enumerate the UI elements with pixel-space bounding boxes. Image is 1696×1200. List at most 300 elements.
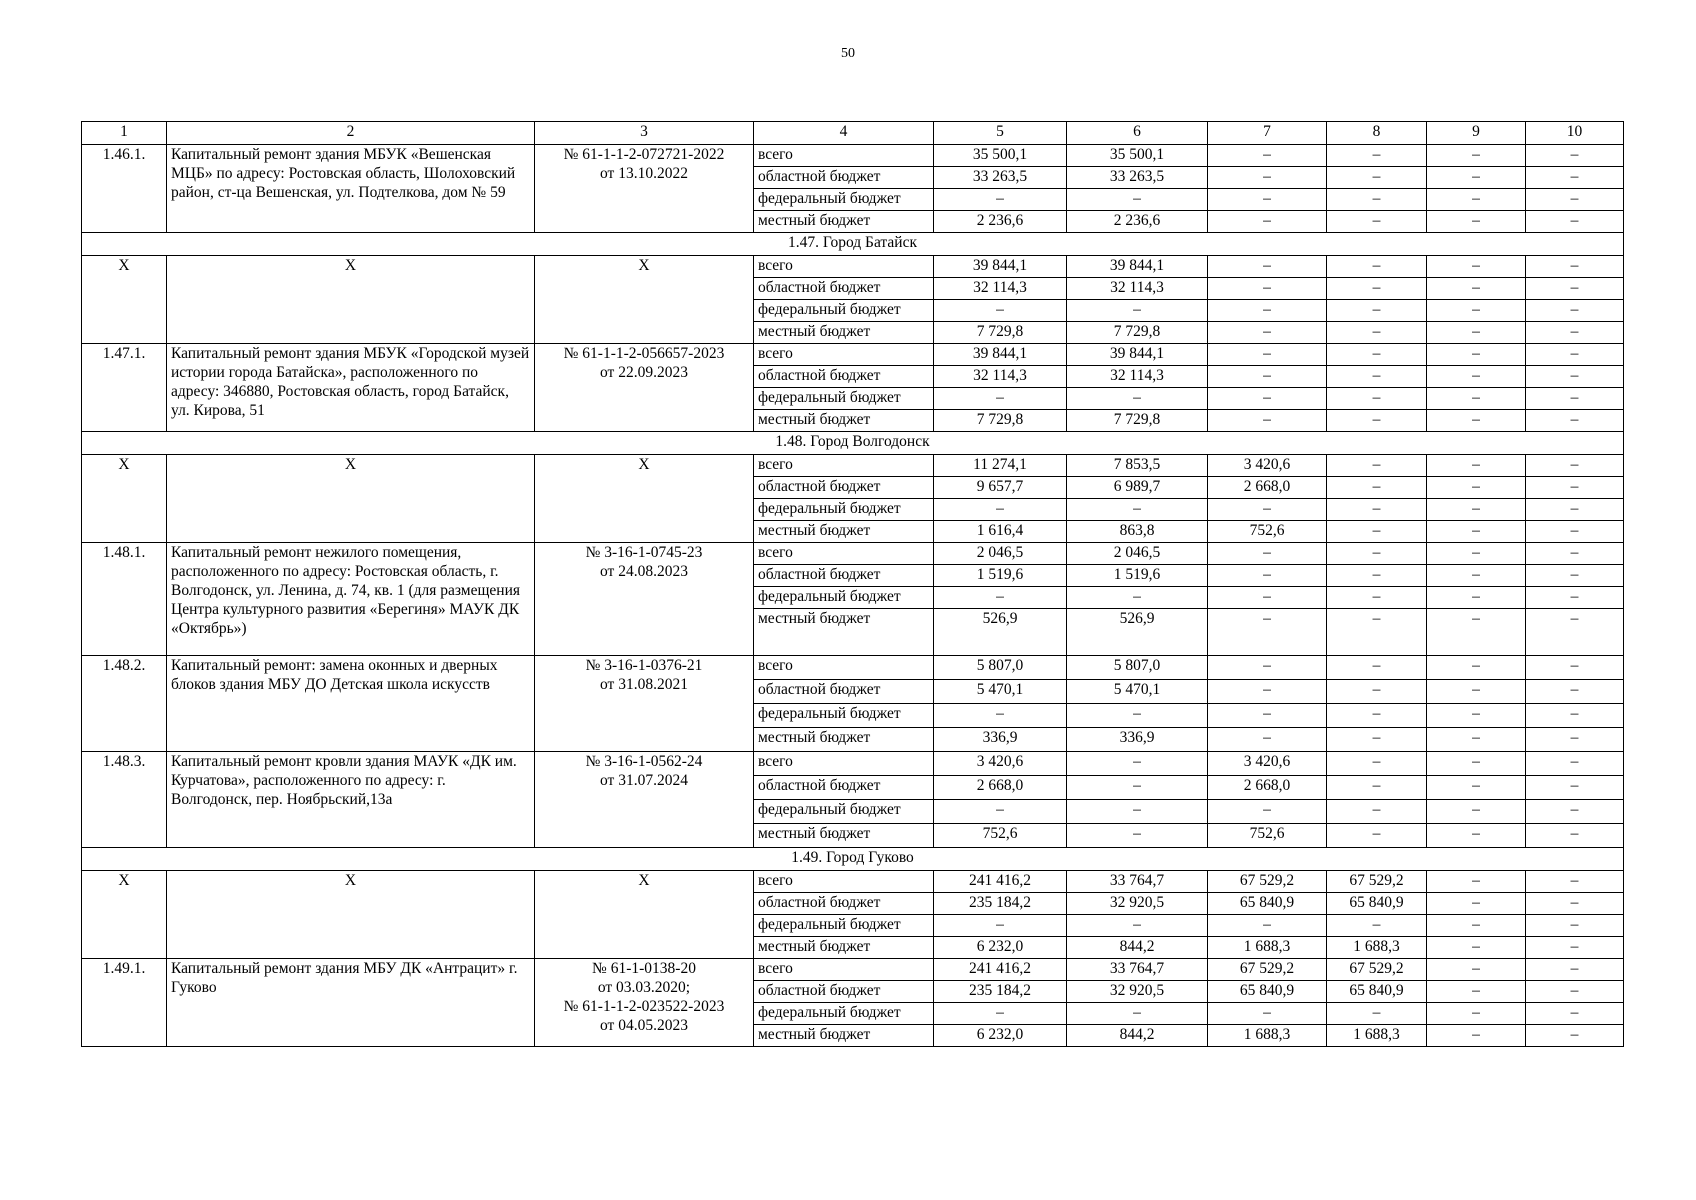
amount-cell: 65 840,9 <box>1208 981 1327 1003</box>
table-row <box>82 656 1624 680</box>
amount-cell: – <box>934 189 1067 211</box>
amount-cell: – <box>934 915 1067 937</box>
amount-cell: – <box>1208 410 1327 432</box>
amount-cell: 7 729,8 <box>934 322 1067 344</box>
amount-cell: 235 184,2 <box>934 893 1067 915</box>
amount-cell: – <box>1526 981 1624 1003</box>
amount-cell: – <box>1526 477 1624 499</box>
funding-source: федеральный бюджет <box>754 189 934 211</box>
amount-cell: – <box>1208 499 1327 521</box>
amount-cell: – <box>1208 366 1327 388</box>
amount-cell: – <box>1208 145 1327 167</box>
table-row <box>82 344 1624 366</box>
header-cell: 6 <box>1067 122 1208 145</box>
section-title: 1.49. Город Гуково <box>82 848 1624 871</box>
amount-cell: – <box>1427 800 1526 824</box>
amount-cell: – <box>934 587 1067 609</box>
amount-cell: – <box>1526 728 1624 752</box>
amount-cell: – <box>1427 167 1526 189</box>
amount-cell: 526,9 <box>1067 609 1208 656</box>
funding-source: федеральный бюджет <box>754 499 934 521</box>
document-reference <box>535 871 754 959</box>
amount-cell: 67 529,2 <box>1208 959 1327 981</box>
amount-cell: – <box>1526 959 1624 981</box>
amount-cell: – <box>1526 893 1624 915</box>
document-line: от 24.08.2023 <box>600 563 688 580</box>
funding-source: всего <box>754 344 934 366</box>
table-row <box>82 256 1624 278</box>
amount-cell: 2 668,0 <box>1208 776 1327 800</box>
funding-source: местный бюджет <box>754 1025 934 1047</box>
amount-cell: 2 668,0 <box>1208 477 1327 499</box>
amount-cell: 844,2 <box>1067 937 1208 959</box>
section-title-row <box>82 432 1624 455</box>
amount-cell: – <box>1427 776 1526 800</box>
funding-source: местный бюджет <box>754 609 934 656</box>
amount-cell: – <box>1327 388 1427 410</box>
funding-source: всего <box>754 871 934 893</box>
funding-source: федеральный бюджет <box>754 388 934 410</box>
amount-cell: – <box>1427 521 1526 543</box>
amount-cell: – <box>1327 410 1427 432</box>
amount-cell: – <box>1427 410 1526 432</box>
item-number: 1.46.1. <box>82 145 167 233</box>
amount-cell: – <box>1427 937 1526 959</box>
amount-cell: – <box>1067 587 1208 609</box>
funding-source: областной бюджет <box>754 981 934 1003</box>
document-line: от 31.07.2024 <box>600 772 688 789</box>
amount-cell: – <box>1526 300 1624 322</box>
amount-cell: – <box>1427 1025 1526 1047</box>
amount-cell: – <box>1526 609 1624 656</box>
document-reference <box>535 656 754 752</box>
amount-cell: 39 844,1 <box>934 344 1067 366</box>
amount-cell: – <box>1208 189 1327 211</box>
amount-cell: – <box>1327 704 1427 728</box>
amount-cell: – <box>1427 981 1526 1003</box>
amount-cell: 752,6 <box>934 824 1067 848</box>
funding-source: всего <box>754 145 934 167</box>
amount-cell: – <box>934 704 1067 728</box>
amount-cell: – <box>1208 800 1327 824</box>
amount-cell: – <box>934 388 1067 410</box>
header-cell: 2 <box>167 122 535 145</box>
document-line: X <box>638 872 650 889</box>
amount-cell: – <box>1526 499 1624 521</box>
amount-cell: 7 853,5 <box>1067 455 1208 477</box>
amount-cell: – <box>1208 915 1327 937</box>
amount-cell: – <box>1526 565 1624 587</box>
table-body <box>82 122 1624 1047</box>
table-row <box>82 752 1624 776</box>
amount-cell: 33 263,5 <box>934 167 1067 189</box>
object-name: Капитальный ремонт здания МБУ ДК «Антрацит» г. Гуково <box>167 959 535 1047</box>
amount-cell: 844,2 <box>1067 1025 1208 1047</box>
document-reference <box>535 752 754 848</box>
amount-cell: – <box>1427 824 1526 848</box>
amount-cell: – <box>1208 167 1327 189</box>
amount-cell: 5 807,0 <box>1067 656 1208 680</box>
amount-cell: – <box>1327 477 1427 499</box>
table-row <box>82 145 1624 167</box>
amount-cell: 1 688,3 <box>1208 937 1327 959</box>
amount-cell: – <box>1327 322 1427 344</box>
amount-cell: – <box>1208 543 1327 565</box>
amount-cell: – <box>1526 167 1624 189</box>
amount-cell: – <box>1208 256 1327 278</box>
amount-cell: – <box>1327 609 1427 656</box>
amount-cell: – <box>1526 410 1624 432</box>
amount-cell: – <box>1067 915 1208 937</box>
amount-cell: 39 844,1 <box>1067 344 1208 366</box>
amount-cell: – <box>1327 455 1427 477</box>
funding-source: всего <box>754 959 934 981</box>
amount-cell: 65 840,9 <box>1208 893 1327 915</box>
table-row <box>82 455 1624 477</box>
funding-source: областной бюджет <box>754 167 934 189</box>
amount-cell: – <box>1327 344 1427 366</box>
amount-cell: – <box>934 300 1067 322</box>
amount-cell: 1 616,4 <box>934 521 1067 543</box>
amount-cell: – <box>1526 937 1624 959</box>
document-reference <box>535 344 754 432</box>
item-number: 1.48.1. <box>82 543 167 656</box>
funding-source: федеральный бюджет <box>754 1003 934 1025</box>
amount-cell: – <box>1526 915 1624 937</box>
amount-cell: – <box>1427 322 1526 344</box>
amount-cell: 336,9 <box>934 728 1067 752</box>
document-line: X <box>638 257 650 274</box>
document-reference <box>535 543 754 656</box>
amount-cell: – <box>1327 587 1427 609</box>
amount-cell: – <box>1067 752 1208 776</box>
amount-cell: – <box>1427 728 1526 752</box>
amount-cell: – <box>1526 256 1624 278</box>
amount-cell: 35 500,1 <box>934 145 1067 167</box>
document-line: № 3-16-1-0376-21 <box>585 657 703 674</box>
amount-cell: – <box>1208 322 1327 344</box>
amount-cell: 5 807,0 <box>934 656 1067 680</box>
amount-cell: 7 729,8 <box>934 410 1067 432</box>
amount-cell: – <box>1427 704 1526 728</box>
amount-cell: – <box>1208 728 1327 752</box>
amount-cell: 11 274,1 <box>934 455 1067 477</box>
funding-source: областной бюджет <box>754 776 934 800</box>
amount-cell: – <box>1427 455 1526 477</box>
amount-cell: 39 844,1 <box>1067 256 1208 278</box>
item-number: X <box>82 871 167 959</box>
amount-cell: – <box>1327 1003 1427 1025</box>
funding-source: областной бюджет <box>754 278 934 300</box>
amount-cell: – <box>1526 521 1624 543</box>
amount-cell: 65 840,9 <box>1327 981 1427 1003</box>
amount-cell: 5 470,1 <box>934 680 1067 704</box>
funding-source: местный бюджет <box>754 211 934 233</box>
amount-cell: – <box>1427 366 1526 388</box>
amount-cell: 7 729,8 <box>1067 410 1208 432</box>
funding-source: местный бюджет <box>754 728 934 752</box>
amount-cell: – <box>1526 776 1624 800</box>
amount-cell: – <box>1427 278 1526 300</box>
amount-cell: 39 844,1 <box>934 256 1067 278</box>
object-name: X <box>167 455 535 543</box>
amount-cell: – <box>1526 800 1624 824</box>
amount-cell: – <box>1526 211 1624 233</box>
amount-cell: – <box>1526 587 1624 609</box>
section-title: 1.47. Город Батайск <box>82 233 1624 256</box>
header-cell: 10 <box>1526 122 1624 145</box>
amount-cell: 6 232,0 <box>934 1025 1067 1047</box>
amount-cell: – <box>1526 344 1624 366</box>
amount-cell: – <box>1208 704 1327 728</box>
amount-cell: – <box>1327 776 1427 800</box>
amount-cell: 752,6 <box>1208 824 1327 848</box>
table-row <box>82 871 1624 893</box>
amount-cell: – <box>1427 388 1526 410</box>
funding-source: федеральный бюджет <box>754 915 934 937</box>
amount-cell: – <box>1427 871 1526 893</box>
amount-cell: – <box>1427 680 1526 704</box>
amount-cell: – <box>1427 893 1526 915</box>
funding-source: областной бюджет <box>754 366 934 388</box>
funding-source: местный бюджет <box>754 410 934 432</box>
amount-cell: – <box>1526 455 1624 477</box>
amount-cell: – <box>1427 499 1526 521</box>
amount-cell: 336,9 <box>1067 728 1208 752</box>
amount-cell: 32 920,5 <box>1067 893 1208 915</box>
funding-source: местный бюджет <box>754 322 934 344</box>
document-line: от 22.09.2023 <box>600 364 688 381</box>
amount-cell: – <box>1526 656 1624 680</box>
document-reference <box>535 256 754 344</box>
amount-cell: – <box>1526 543 1624 565</box>
amount-cell: 33 263,5 <box>1067 167 1208 189</box>
amount-cell: 863,8 <box>1067 521 1208 543</box>
amount-cell: 526,9 <box>934 609 1067 656</box>
amount-cell: – <box>1327 752 1427 776</box>
amount-cell: 2 236,6 <box>1067 211 1208 233</box>
amount-cell: – <box>1427 959 1526 981</box>
amount-cell: 35 500,1 <box>1067 145 1208 167</box>
funding-source: всего <box>754 752 934 776</box>
amount-cell: – <box>1427 656 1526 680</box>
amount-cell: 235 184,2 <box>934 981 1067 1003</box>
amount-cell: – <box>1427 1003 1526 1025</box>
document-line: № 61-1-1-2-072721-2022 <box>563 146 725 163</box>
object-name: Капитальный ремонт здания МБУК «Городской музей истории города Батайска», расположенного по адресу: 346880, Ростовская область, город Батайск, ул. Кирова, 51 <box>167 344 535 432</box>
amount-cell: – <box>1526 322 1624 344</box>
header-cell: 7 <box>1208 122 1327 145</box>
amount-cell: – <box>1327 300 1427 322</box>
amount-cell: – <box>1067 800 1208 824</box>
funding-source: федеральный бюджет <box>754 300 934 322</box>
item-number: X <box>82 455 167 543</box>
amount-cell: 752,6 <box>1208 521 1327 543</box>
amount-cell: – <box>1208 680 1327 704</box>
amount-cell: 2 046,5 <box>1067 543 1208 565</box>
amount-cell: – <box>1327 680 1427 704</box>
item-number: X <box>82 256 167 344</box>
budget-table <box>81 121 1624 1047</box>
amount-cell: – <box>1526 680 1624 704</box>
amount-cell: – <box>934 800 1067 824</box>
amount-cell: – <box>1526 366 1624 388</box>
amount-cell: – <box>1427 587 1526 609</box>
amount-cell: 67 529,2 <box>1208 871 1327 893</box>
amount-cell: – <box>1427 915 1526 937</box>
amount-cell: – <box>1526 871 1624 893</box>
amount-cell: – <box>1526 752 1624 776</box>
amount-cell: 32 114,3 <box>1067 366 1208 388</box>
amount-cell: – <box>1208 211 1327 233</box>
amount-cell: – <box>1526 1003 1624 1025</box>
amount-cell: 6 232,0 <box>934 937 1067 959</box>
document-line: № 3-16-1-0562-24 <box>585 753 703 770</box>
amount-cell: – <box>1327 824 1427 848</box>
amount-cell: 3 420,6 <box>1208 455 1327 477</box>
amount-cell: 67 529,2 <box>1327 959 1427 981</box>
amount-cell: 33 764,7 <box>1067 871 1208 893</box>
amount-cell: – <box>1327 256 1427 278</box>
funding-source: областной бюджет <box>754 893 934 915</box>
amount-cell: – <box>1067 189 1208 211</box>
amount-cell: – <box>1208 609 1327 656</box>
amount-cell: – <box>1208 656 1327 680</box>
funding-source: местный бюджет <box>754 937 934 959</box>
amount-cell: – <box>1427 543 1526 565</box>
amount-cell: – <box>1327 565 1427 587</box>
item-number: 1.48.2. <box>82 656 167 752</box>
table-row <box>82 959 1624 981</box>
amount-cell: 1 688,3 <box>1327 1025 1427 1047</box>
object-name: X <box>167 256 535 344</box>
header-cell: 1 <box>82 122 167 145</box>
amount-cell: – <box>1327 366 1427 388</box>
amount-cell: 1 688,3 <box>1327 937 1427 959</box>
amount-cell: – <box>1208 1003 1327 1025</box>
amount-cell: 32 114,3 <box>934 278 1067 300</box>
funding-source: областной бюджет <box>754 565 934 587</box>
amount-cell: – <box>1327 278 1427 300</box>
amount-cell: – <box>1526 189 1624 211</box>
amount-cell: – <box>1427 752 1526 776</box>
object-name: Капитальный ремонт здания МБУК «Вешенская МЦБ» по адресу: Ростовская область, Шолоховский район, ст-ца Вешенская, ул. Подтелкова, дом № 59 <box>167 145 535 233</box>
amount-cell: – <box>1327 915 1427 937</box>
document-line: № 61-1-1-2-023522-2023 <box>563 998 725 1015</box>
amount-cell: 7 729,8 <box>1067 322 1208 344</box>
header-cell: 4 <box>754 122 934 145</box>
amount-cell: – <box>1327 800 1427 824</box>
amount-cell: – <box>1526 824 1624 848</box>
amount-cell: 2 236,6 <box>934 211 1067 233</box>
amount-cell: – <box>1327 211 1427 233</box>
amount-cell: – <box>934 499 1067 521</box>
amount-cell: 241 416,2 <box>934 959 1067 981</box>
amount-cell: 3 420,6 <box>934 752 1067 776</box>
amount-cell: – <box>1526 388 1624 410</box>
header-cell: 5 <box>934 122 1067 145</box>
header-cell: 9 <box>1427 122 1526 145</box>
amount-cell: 32 114,3 <box>934 366 1067 388</box>
object-name: Капитальный ремонт нежилого помещения, расположенного по адресу: Ростовская область, г. Волгодонск, ул. Ленина, д. 74, кв. 1 (для размещения Центра культурного развития «Берегиня» МАУК ДК «Октябрь») <box>167 543 535 656</box>
amount-cell: – <box>1427 189 1526 211</box>
amount-cell: – <box>1327 543 1427 565</box>
document-line: от 04.05.2023 <box>600 1017 688 1034</box>
header-cell: 8 <box>1327 122 1427 145</box>
amount-cell: – <box>1327 728 1427 752</box>
document-line: № 3-16-1-0745-23 <box>585 544 703 561</box>
funding-source: всего <box>754 543 934 565</box>
amount-cell: – <box>1067 300 1208 322</box>
document-reference <box>535 959 754 1047</box>
amount-cell: – <box>1067 388 1208 410</box>
funding-source: федеральный бюджет <box>754 587 934 609</box>
item-number: 1.49.1. <box>82 959 167 1047</box>
amount-cell: – <box>1327 521 1427 543</box>
amount-cell: 6 989,7 <box>1067 477 1208 499</box>
amount-cell: – <box>1327 189 1427 211</box>
object-name: X <box>167 871 535 959</box>
amount-cell: – <box>1526 278 1624 300</box>
item-number: 1.48.3. <box>82 752 167 848</box>
amount-cell: – <box>934 1003 1067 1025</box>
document-line: от 03.03.2020; <box>597 979 691 996</box>
section-title-row <box>82 233 1624 256</box>
document-line: от 31.08.2021 <box>600 676 688 693</box>
amount-cell: 32 114,3 <box>1067 278 1208 300</box>
amount-cell: 65 840,9 <box>1327 893 1427 915</box>
page-number: 50 <box>841 46 855 61</box>
funding-source: местный бюджет <box>754 824 934 848</box>
amount-cell: 1 519,6 <box>934 565 1067 587</box>
amount-cell: – <box>1427 256 1526 278</box>
funding-source: всего <box>754 256 934 278</box>
object-name: Капитальный ремонт кровли здания МАУК «ДК им. Курчатова», расположенного по адресу: г. Волгодонск, пер. Ноябрьский,13а <box>167 752 535 848</box>
amount-cell: 2 668,0 <box>934 776 1067 800</box>
funding-source: областной бюджет <box>754 477 934 499</box>
amount-cell: – <box>1208 278 1327 300</box>
section-title-row <box>82 848 1624 871</box>
amount-cell: – <box>1208 300 1327 322</box>
amount-cell: – <box>1208 344 1327 366</box>
amount-cell: – <box>1327 145 1427 167</box>
amount-cell: 32 920,5 <box>1067 981 1208 1003</box>
amount-cell: – <box>1427 565 1526 587</box>
header-cell: 3 <box>535 122 754 145</box>
funding-source: местный бюджет <box>754 521 934 543</box>
amount-cell: – <box>1327 656 1427 680</box>
amount-cell: – <box>1208 565 1327 587</box>
amount-cell: – <box>1427 211 1526 233</box>
amount-cell: – <box>1208 388 1327 410</box>
table-row <box>82 543 1624 565</box>
amount-cell: – <box>1067 776 1208 800</box>
amount-cell: 33 764,7 <box>1067 959 1208 981</box>
document-line: № 61-1-1-2-056657-2023 <box>563 345 725 362</box>
amount-cell: – <box>1208 587 1327 609</box>
header-row <box>82 122 1624 145</box>
amount-cell: – <box>1526 145 1624 167</box>
funding-source: всего <box>754 455 934 477</box>
amount-cell: – <box>1067 499 1208 521</box>
amount-cell: – <box>1427 609 1526 656</box>
document-line: от 13.10.2022 <box>600 165 688 182</box>
amount-cell: 1 688,3 <box>1208 1025 1327 1047</box>
amount-cell: – <box>1067 704 1208 728</box>
amount-cell: – <box>1526 1025 1624 1047</box>
document-reference <box>535 145 754 233</box>
amount-cell: – <box>1427 145 1526 167</box>
